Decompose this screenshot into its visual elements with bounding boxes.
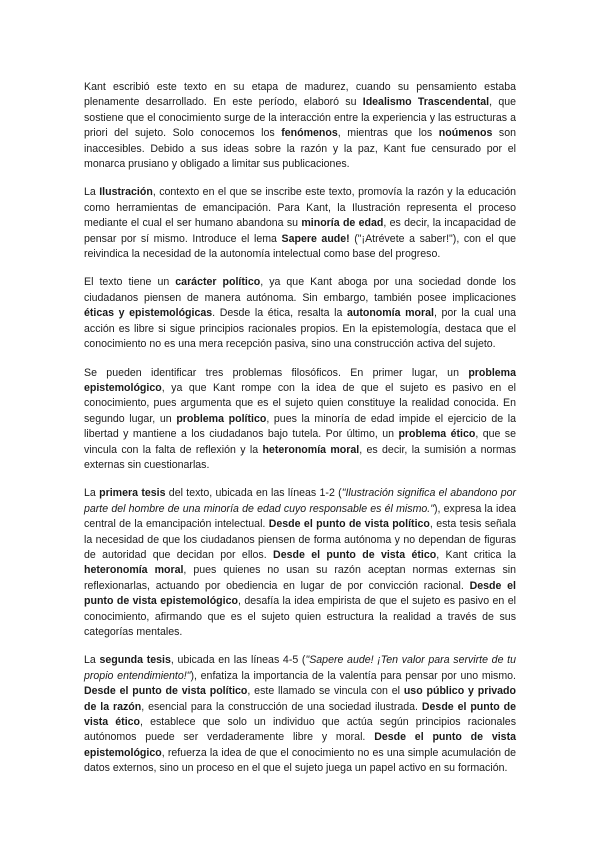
bold-term: heteronomía moral [262, 443, 360, 456]
document-page [84, 80, 516, 790]
text-run: ), enfatiza la importancia de la valentía para pensar por uno mismo. [190, 669, 516, 682]
text-run: Se pueden identificar tres problemas filosóficos. En primer lugar, un [84, 366, 469, 379]
bold-term: carácter político [175, 276, 261, 289]
text-run: , Kant critica la [436, 548, 516, 561]
bold-term: Sapere aude! [281, 232, 350, 245]
bold-term: Desde el punto de vista ético [84, 700, 516, 729]
text-run: , desafía la idea empirista de que el sujeto es pasivo en el conocimiento, afirmando que es el sujeto quien estructura la realidad a través de sus categorías mentales. [84, 595, 517, 638]
bold-term: éticas y epistemológicas [84, 307, 213, 320]
bold-term: Idealismo Trascendental [362, 96, 490, 109]
text-run: , ya que Kant rompe con la idea de que el sujeto es pasivo en el conocimiento, pues argumenta que es el sujeto quien constituye la realidad conocida. En segundo lugar, un [84, 381, 516, 425]
bold-term: Desde el punto de vista político [84, 685, 248, 698]
text-run: El texto tiene un [84, 276, 176, 289]
bold-term: Ilustración [99, 186, 153, 199]
text-run: , pues quienes no usan su razón aceptan normas externas sin reflexionarlas, actuando por obediencia en lugar de por convicción racional. [84, 564, 516, 592]
bold-term: primera tesis [99, 487, 166, 500]
text-run: , pues la minoría de edad impide el ejercicio de la libertad y mantiene a los ciudadanos bajo tutela. Por último, un [84, 412, 516, 441]
text-run: , mientras que los [337, 127, 439, 140]
text-run: ("¡Atrévete a saber!"), con el que reivindica la necesidad de la autonomía intelectual como base del progreso. [84, 232, 516, 261]
bold-term: minoría de edad [301, 217, 384, 230]
text-run: La [84, 487, 100, 500]
paragraph-primera-tesis [84, 486, 516, 640]
text-run: . Desde la ética, resalta la [212, 307, 347, 320]
bold-term: noúmenos [438, 127, 493, 140]
bold-term: Desde el punto de vista epistemológico [84, 731, 516, 759]
text-run: , que se vincula con la falta de reflexión y la [84, 428, 516, 456]
text-run: , establece que solo un individuo que actúa según principios racionales autónomos puede ser verdaderamente libre y moral. [84, 716, 516, 744]
text-run: , contexto en el que se inscribe este texto, promovía la razón y la educación como herramientas de emancipación. Para Kant, la Ilustración representa el proceso mediante el cual el ser humano abandona su [84, 186, 516, 230]
bold-term: autonomía moral [346, 307, 434, 320]
text-run: , esencial para la construcción de una sociedad ilustrada. [141, 700, 422, 713]
bold-term: problema epistemológico [84, 366, 516, 394]
bold-term: fenómenos [281, 127, 338, 140]
text-run: , ya que Kant aboga por una sociedad donde los ciudadanos piensen de manera autónoma. Sin embargo, también posee implicaciones [84, 276, 516, 304]
text-run: Kant escribió este texto en su etapa de madurez, cuando su pensamiento estaba plenamente desarrollado. En este período, elaboró su [84, 81, 516, 109]
text-run: , ubicada en las líneas 4-5 ( [170, 654, 306, 667]
text-run: La [84, 654, 100, 667]
text-run: , refuerza la idea de que el conocimiento no es una simple acumulación de datos externos, sino un proceso en el que el sujeto juega un papel activo en su formación. [84, 746, 516, 775]
paragraph-ilustracion [84, 185, 516, 262]
italic-quote: "Sapere aude! ¡Ten valor para servirte de tu propio entendimiento!" [84, 654, 516, 682]
text-run: , este llamado se vincula con el [247, 685, 404, 698]
paragraph-problemas [84, 366, 516, 474]
bold-term: Desde el punto de vista político [268, 518, 430, 531]
paragraph-caracter-politico [84, 275, 516, 352]
text-run: , es decir, la incapacidad de pensar por sí mismo. Introduce el lema [84, 217, 516, 245]
bold-term: segunda tesis [99, 654, 171, 667]
text-run: son inaccesibles. Debido a sus ideas sobre la razón y la paz, Kant fue censurado por el monarca prusiano y obligado a limitar sus publicaciones. [84, 127, 516, 171]
text-run: , esta tesis señala la necesidad de que los ciudadanos piensen de forma autónoma y no dependan de figuras de autoridad que decidan por ellos. [84, 518, 517, 561]
paragraph-segunda-tesis [84, 653, 516, 776]
italic-quote: "Ilustración significa el abandono por parte del hombre de una minoría de edad cuyo responsable es él mismo." [84, 487, 517, 515]
text-run: , es decir, la sumisión a normas externas sin cuestionarlas. [84, 443, 516, 471]
text-run: La [84, 186, 100, 199]
text-run: ), expresa la idea central de la emancipación intelectual. [84, 502, 516, 531]
bold-term: problema ético [398, 428, 476, 441]
bold-term: problema político [176, 412, 267, 425]
bold-term: uso público y privado de la razón [84, 685, 516, 713]
bold-term: heteronomía moral [84, 564, 184, 577]
bold-term: Desde el punto de vista epistemológico [84, 579, 516, 608]
text-run: del texto, ubicada en las líneas 1-2 ( [165, 487, 342, 500]
text-run: , por la cual una acción es libre si sigue principios racionales propios. En la epistemología, destaca que el conocimiento no es una mera recepción pasiva, sino una construcción activa del sujeto. [84, 307, 516, 351]
paragraph-intro-kant [84, 80, 516, 172]
bold-term: Desde el punto de vista ético [273, 548, 437, 561]
text-run: , que sostiene que el conocimiento surge de la interacción entre la experiencia y las estructuras a priori del sujeto. Solo conocemos los [84, 96, 516, 140]
